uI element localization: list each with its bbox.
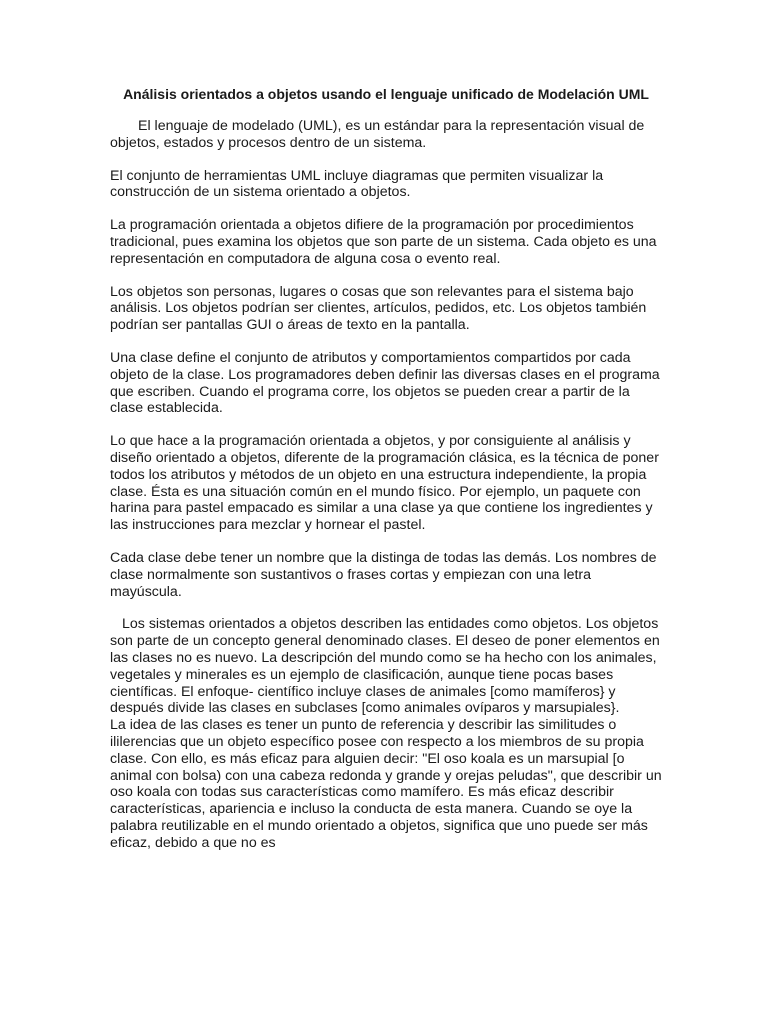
paragraph-6: Lo que hace a la programación orientada a objetos, y por consiguiente al análisis y diseño orientado a objetos, diferente de la programación clásica, es la técnica de poner todos los atributos y métodos de un objeto en una estructura independiente, la propia clase. Ésta es una situación común en el mundo físico. Por ejemplo, un paquete con harina para pastel empacado es similar a una clase ya que contiene los ingredientes y las instrucciones para mezclar y hornear el pastel. xyxy=(110,433,659,534)
document-title: Análisis orientados a objetos usando el lenguaje unificado de Modelación UML xyxy=(123,86,649,102)
paragraph-9: La idea de las clases es tener un punto de referencia y describir las similitudes o ililerencias que un objeto específico posee con respecto a los miembros de su propia clase. Con ello, es más eficaz para alguien decir: "El oso koala es un marsupial [o animal con bolsa) con una cabeza redonda y grande y orejas peludas", que describir un oso koala con todas sus características como mamífero. Es más eficaz describir características, apariencia e incluso la conducta de esta manera. Cuando se oye la palabra reutilizable en el mundo orientado a objetos, significa que uno puede ser más eficaz, debido a que no es xyxy=(110,717,662,851)
paragraph-4: Los objetos son personas, lugares o cosas que son relevantes para el sistema bajo análisis. Los objetos podrían ser clientes, artículos, pedidos, etc. Los objetos también podrían ser pantallas GUI o áreas de texto en la pantalla. xyxy=(110,283,647,334)
paragraph-7: Cada clase debe tener un nombre que la distinga de todas las demás. Los nombres de clase normalmente son sustantivos o frases cortas y empiezan con una letra mayúscula. xyxy=(110,549,657,600)
paragraph-2: El conjunto de herramientas UML incluye diagramas que permiten visualizar la construcción de un sistema orientado a objetos. xyxy=(110,167,604,201)
paragraph-3: La programación orientada a objetos difiere de la programación por procedimientos tradicional, pues examina los objetos que son parte de un sistema. Cada objeto es una representación en computadora de alguna cosa o evento real. xyxy=(110,217,657,267)
paragraph-1: El lenguaje de modelado (UML), es un estándar para la representación visual de objetos, estados y procesos dentro de un sistema. xyxy=(110,118,645,151)
paragraph-8: Los sistemas orientados a objetos describen las entidades como objetos. Los objetos son parte de un concepto general denominado clases. El deseo de poner elementos en las clases no es nuevo. La descripción del mundo como se ha hecho con los animales, vegetales y minerales es un ejemplo de clasificación, aunque tiene pocas bases científicas. El enfoque- científico incluye clases de animales [como mamíferos} y después divide las clases en subclases [como animales ovíparos y marsupiales}. xyxy=(110,616,660,717)
document-page xyxy=(110,84,662,851)
paragraph-5: Una clase define el conjunto de atributos y comportamientos compartidos por cada objeto de la clase. Los programadores deben definir las diversas clases en el programa que escriben. Cuando el programa corre, los objetos se pueden crear a partir de la clase establecida. xyxy=(110,349,660,417)
